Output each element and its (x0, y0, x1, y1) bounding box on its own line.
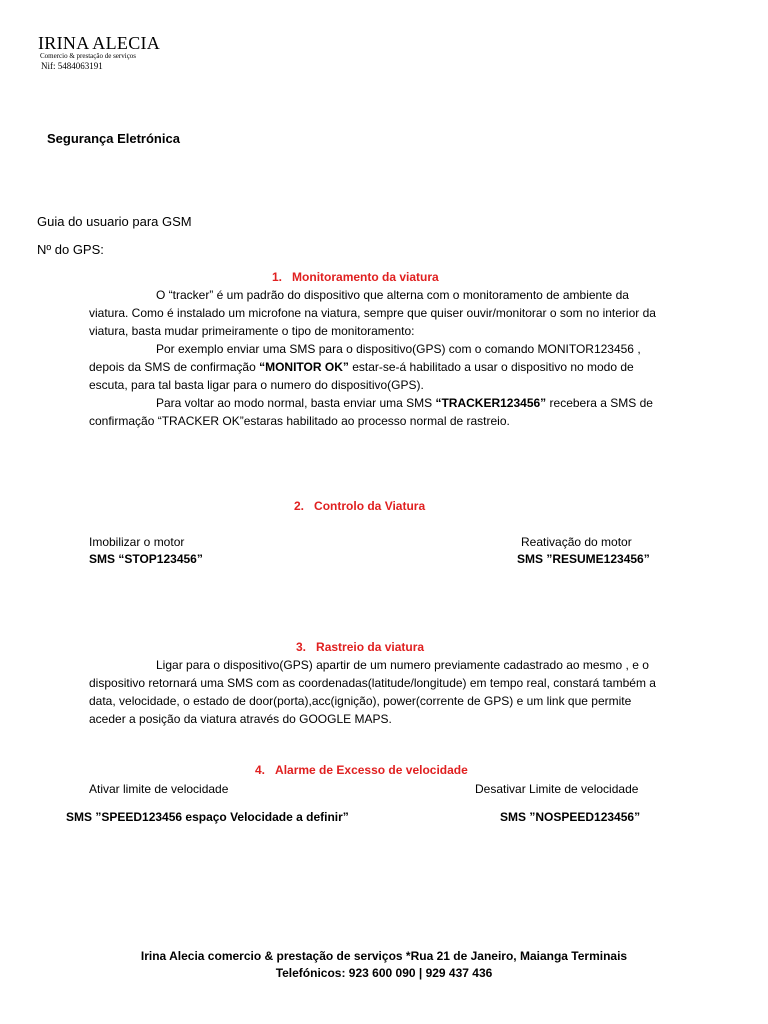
immobilize-label: Imobilizar o motor (89, 535, 185, 549)
section-3-body (89, 656, 669, 728)
reactivation-label: Reativação do motor (521, 535, 632, 549)
section-1-paragraph-2-text-a: Por exemplo enviar uma SMS para o dispositivo(GPS) com o comando MONITOR123456 , depois da SMS de confirmação (89, 342, 641, 374)
company-logo-subtitle: Comercio & prestação de serviços (40, 52, 137, 60)
activate-speed-limit-label: Ativar limite de velocidade (89, 782, 229, 796)
company-nif: Nif: 5484063191 (41, 61, 103, 71)
section-1-body (89, 286, 669, 430)
guide-title: Guia do usuario para GSM (37, 214, 192, 229)
section-1-paragraph-3 (89, 394, 669, 430)
section-3-heading (296, 640, 424, 655)
section-1-paragraph-1: O “tracker” é um padrão do dispositivo que alterna com o monitoramento de ambiente da viatura. Como é instalado um microfone na viatura, sempre que quiser ouvir/monitorar o som no interior da viatura, basta mudar primeiramente o tipo de monitoramento: (89, 288, 656, 338)
section-4-title: Alarme de Excesso de velocidade (275, 763, 468, 777)
section-1-paragraph-2 (89, 340, 669, 394)
section-1-title: Monitoramento da viatura (292, 270, 439, 284)
section-1-heading (272, 270, 439, 285)
company-logo-name: IRINA ALECIA (38, 33, 161, 53)
section-3-title: Rastreio da viatura (316, 640, 425, 654)
gps-number-label: Nº do GPS: (37, 242, 104, 257)
section-3-number: 3. (296, 640, 307, 654)
deactivate-speed-limit-label: Desativar Limite de velocidade (475, 782, 639, 796)
stop-sms-command: SMS “STOP123456” (89, 552, 203, 566)
section-1-paragraph-3-text-a: Para voltar ao modo normal, basta enviar uma SMS (156, 396, 436, 410)
section-1-number: 1. (272, 270, 283, 284)
section-2-heading (294, 499, 425, 514)
section-2-number: 2. (294, 499, 305, 513)
speed-sms-command: SMS ”SPEED123456 espaço Velocidade a definir” (66, 810, 349, 824)
section-4-heading (255, 763, 468, 778)
section-3-paragraph-1: Ligar para o dispositivo(GPS) apartir de um numero previamente cadastrado ao mesmo , e o dispositivo retornará uma SMS com as coordenadas(latitude/longitude) em tempo real, constará também a data, velocidade, o estado de door(porta),acc(ignição), power(corrente de GPS) e um link que permite aceder a posição da viatura através do GOOGLE MAPS. (89, 658, 656, 726)
section-4-number: 4. (255, 763, 266, 777)
tracker-command: “TRACKER123456” (435, 396, 547, 410)
section-2-title: Controlo da Viatura (314, 499, 426, 513)
nospeed-sms-command: SMS ”NOSPEED123456” (500, 810, 641, 824)
section-1-paragraph-3-text-b: recebera a SMS de confirmação “TRACKER OK”estaras habilitado ao processo normal de rastreio. (89, 396, 653, 428)
section-1-paragraph-2-text-b: estar-se-á habilitado a usar o dispositivo no modo de escuta, para tal basta ligar para o numero do dispositivo(GPS). (89, 360, 634, 392)
department-title: Segurança Eletrónica (47, 131, 180, 146)
resume-sms-command: SMS ”RESUME123456” (517, 552, 650, 566)
monitor-ok-command: “MONITOR OK” (259, 360, 349, 374)
footer-address: Irina Alecia comercio & prestação de serviços *Rua 21 de Janeiro, Maianga Terminais (140, 949, 628, 963)
footer-phones: Telefónicos: 923 600 090 | 929 437 436 (275, 966, 493, 980)
